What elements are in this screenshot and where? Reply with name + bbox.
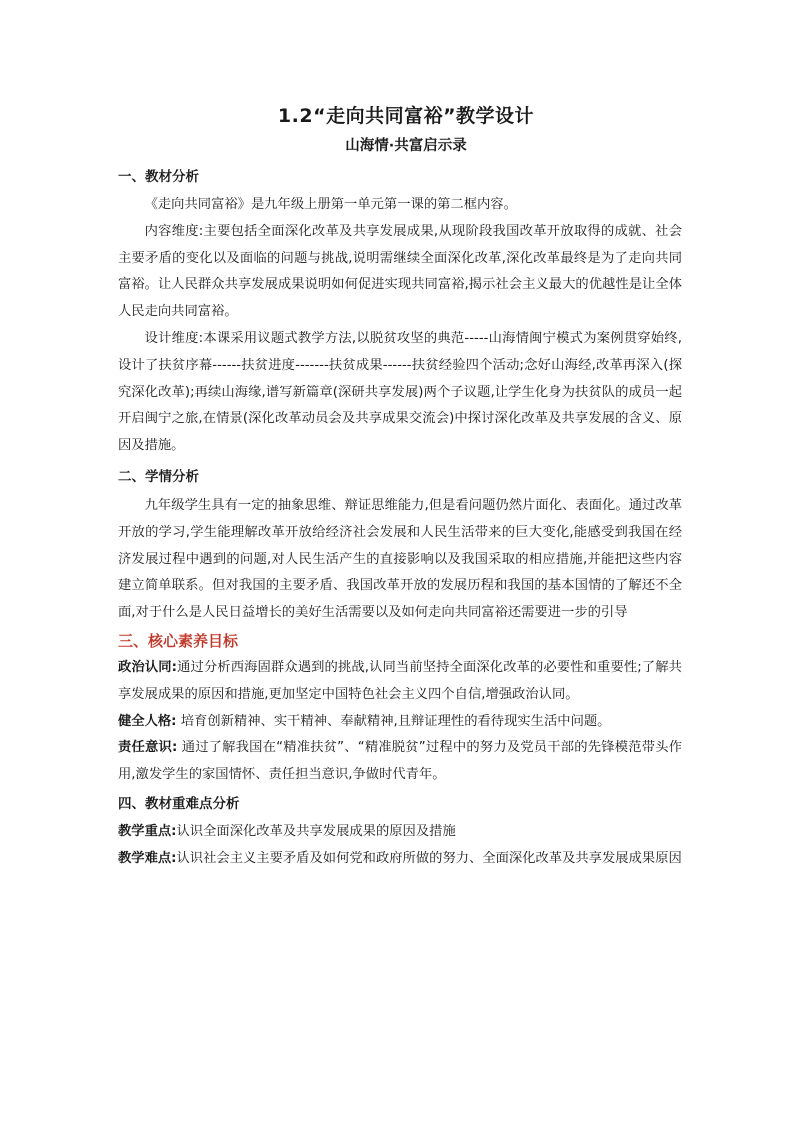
goal-responsibility bbox=[118, 735, 682, 789]
teaching-difficult-point bbox=[118, 846, 682, 873]
paragraph-student-analysis: 九年级学生具有一定的抽象思维、辩证思维能力,但是看问题仍然片面化、表面化。通过改革开放的学习,学生能理解改革开放给经济社会发展和人民生活带来的巨大变化,能感受到我国在经济发展过程中遇到的问题,对人民生活产生的直接影响以及我国采取的相应措施,并能把这些内容建立简单联系。但对我国的主要矛盾、我国改革开放的发展历程和我国的基本国情的了解还不全面,对于什么是人民日益增长的美好生活需要以及如何走向共同富裕还需要进一步的引导 bbox=[118, 497, 682, 621]
section-heading-core-literacy-goals: 三、核心素养目标 bbox=[118, 631, 239, 650]
goal-label: 健全人格: bbox=[118, 713, 177, 729]
page-subtitle: 山海情·共富启示录 bbox=[345, 138, 467, 154]
paragraph-intro: 《走向共同富裕》是九年级上册第一单元第一课的第二框内容。 bbox=[144, 197, 517, 212]
goal-political-identity bbox=[118, 655, 682, 709]
key-point-label: 教学重点: bbox=[118, 823, 177, 839]
goal-label: 政治认同: bbox=[118, 659, 177, 675]
section-heading-student-analysis: 二、学情分析 bbox=[118, 468, 199, 485]
goal-text: 通过了解我国在“精准扶贫”、“精准脱贫”过程中的努力及党员干部的先锋模范带头作用,激发学生的家国情怀、责任担当意识,争做时代青年。 bbox=[118, 740, 682, 783]
difficult-point-label: 教学难点: bbox=[118, 850, 177, 866]
key-point-text: 认识全面深化改革及共享发展成果的原因及措施 bbox=[176, 823, 456, 839]
goal-label: 责任意识: bbox=[118, 740, 178, 756]
difficult-point-text: 认识社会主义主要矛盾及如何党和政府所做的努力、全面深化改革及共享发展成果原因 bbox=[176, 850, 682, 866]
goal-text: 通过分析西海固群众遇到的挑战,认同当前坚持全面深化改革的必要性和重要性;了解共享发展成果的原因和措施,更加坚定中国特色社会主义四个自信,增强政治认同。 bbox=[118, 659, 682, 702]
teaching-key-point bbox=[118, 819, 682, 846]
paragraph-design-dimension: 设计维度:本课采用议题式教学方法,以脱贫攻坚的典范-----山海情闽宁模式为案例贯穿始终,设计了扶贫序幕------扶贫进度-------扶贫成果------扶贫经验四个活动;念好山海经,改革再深入(探究深化改革);再续山海缘,谱写新篇章(深研共享发展)两个子议题,让学生化身为扶贫队的成员一起开启闽宁之旅,在情景(深化改革动员会及共享成果交流会)中探讨深化改革及共享发展的含义、原因及措施。 bbox=[118, 330, 682, 454]
goal-sound-personality bbox=[118, 709, 682, 736]
paragraph-content-dimension: 内容维度:主要包括全面深化改革及共享发展成果,从现阶段我国改革开放取得的成就、社会主要矛盾的变化以及面临的问题与挑战,说明需继续全面深化改革,深化改革最终是为了走向共同富裕。让人民群众共享发展成果说明如何促进实现共同富裕,揭示社会主义最大的优越性是让全体人民走向共同富裕。 bbox=[118, 223, 682, 320]
section-heading-key-difficult-points: 四、教材重难点分析 bbox=[118, 795, 240, 812]
page-title: 1.2“走向共同富裕”教学设计 bbox=[277, 105, 535, 127]
section-heading-textbook-analysis: 一、教材分析 bbox=[118, 169, 199, 185]
goal-text: 培育创新精神、实干精神、奉献精神,且辩证理性的看待现实生活中问题。 bbox=[176, 713, 611, 729]
